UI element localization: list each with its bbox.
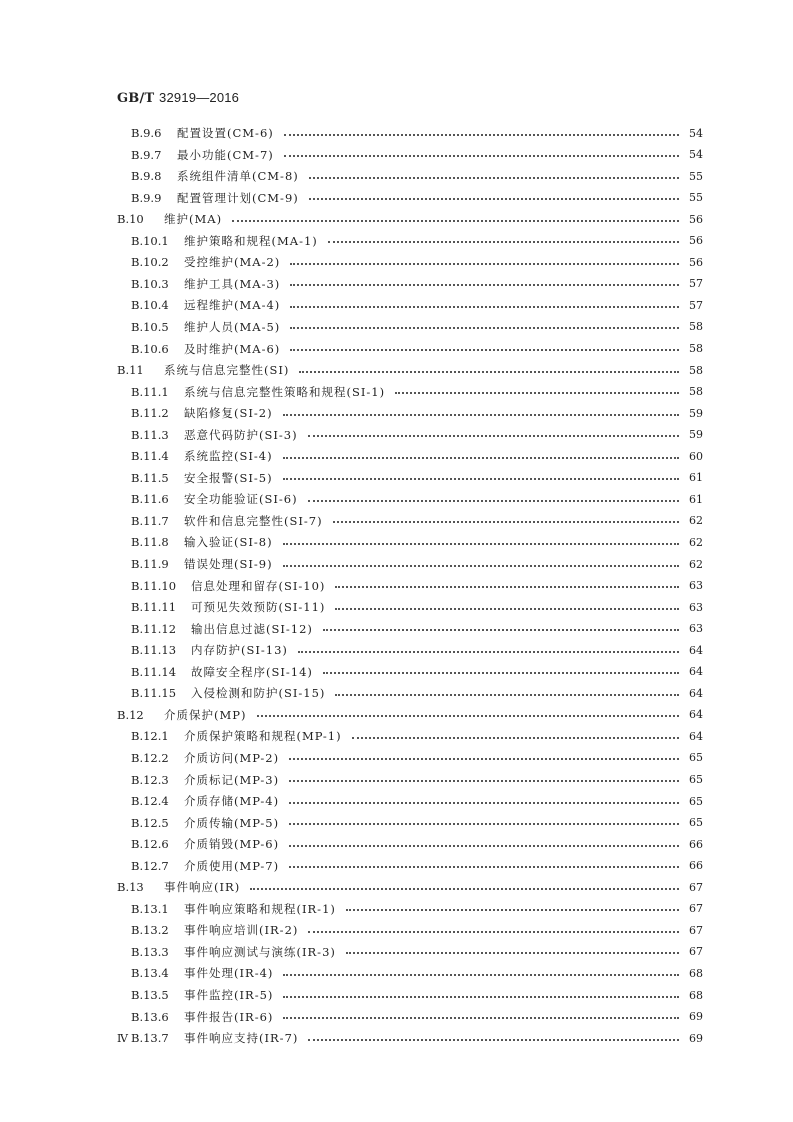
dot-leader: [250, 887, 679, 890]
toc-entry-page: 62: [689, 514, 703, 528]
toc-entry-title: 事件响应支持(IR-7): [184, 1031, 299, 1046]
dot-leader: [290, 283, 679, 286]
toc-entry-page: 65: [689, 816, 703, 830]
page-number: Ⅳ: [117, 1032, 128, 1045]
toc-entry[interactable]: [131, 231, 703, 251]
toc-entry-page: 60: [689, 449, 703, 463]
toc-entry-page: 65: [689, 773, 703, 786]
dot-leader: [308, 1038, 679, 1041]
toc-entry-number: B.12.2: [131, 750, 169, 765]
toc-entry-number: B.12.1: [131, 729, 169, 744]
toc-entry[interactable]: [131, 770, 703, 790]
toc-entry[interactable]: [131, 295, 703, 315]
dot-leader: [289, 779, 679, 782]
dot-leader: [289, 865, 679, 868]
toc-entry-title: 安全报警(SI-5): [184, 470, 273, 485]
toc-entry-title: 事件响应(IR): [164, 880, 241, 895]
toc-entry[interactable]: [131, 532, 703, 552]
toc-entry[interactable]: [131, 382, 703, 402]
toc-entry-page: 68: [689, 988, 703, 1002]
dot-leader: [283, 995, 679, 998]
toc-entry-page: 67: [689, 945, 703, 959]
dot-leader: [284, 133, 679, 136]
toc-entry-page: 61: [689, 492, 703, 506]
toc-entry-page: 67: [689, 880, 703, 894]
toc-entry[interactable]: [131, 554, 703, 574]
toc-entry-title: 事件响应策略和规程(IR-1): [184, 901, 336, 916]
toc-entry-page: 58: [689, 385, 703, 399]
toc-entry[interactable]: [117, 209, 703, 229]
toc-entry-title: 及时维护(MA-6): [184, 341, 281, 356]
toc-entry-page: 54: [689, 148, 703, 162]
toc-entry-page: 57: [689, 277, 703, 291]
toc-entry-number: B.11.11: [131, 600, 177, 615]
dot-leader: [299, 370, 679, 373]
toc-entry-title: 最小功能(CM-7): [177, 147, 274, 162]
toc-entry-number: B.10.6: [131, 341, 169, 356]
dot-leader: [395, 391, 679, 394]
toc-entry-title: 系统与信息完整性(SI): [164, 363, 290, 378]
toc-entry-title: 错误处理(SI-9): [184, 557, 273, 571]
toc-entry-number: B.11.5: [131, 470, 169, 485]
dot-leader: [284, 154, 679, 157]
toc-entry[interactable]: [131, 662, 703, 682]
toc-entry-number: B.9.8: [131, 169, 162, 184]
toc-entry[interactable]: [131, 963, 703, 983]
toc-entry-page: 69: [689, 1010, 703, 1024]
toc-entry-number: B.11.12: [131, 621, 177, 636]
toc-entry[interactable]: [131, 856, 703, 876]
dot-leader: [283, 564, 679, 567]
toc-entry-title: 系统与信息完整性策略和规程(SI-1): [184, 384, 386, 399]
toc-entry[interactable]: [131, 166, 703, 186]
toc-entry-title: 介质保护(MP): [164, 707, 247, 722]
toc-entry-number: B.13.1: [131, 901, 169, 916]
toc-entry-number: B.11.3: [131, 427, 169, 442]
toc-entry-title: 事件响应培训(IR-2): [184, 923, 299, 938]
toc-entry[interactable]: [131, 683, 703, 703]
toc-entry-title: 恶意代码防护(SI-3): [184, 427, 298, 442]
toc-entry-page: 62: [689, 535, 703, 549]
toc-entry-page: 64: [689, 643, 703, 657]
toc-entry[interactable]: [131, 145, 703, 165]
toc-entry[interactable]: [131, 640, 703, 660]
toc-entry-title: 维护(MA): [164, 212, 223, 227]
dot-leader: [346, 908, 679, 911]
toc-entry-title: 事件报告(IR-6): [184, 1009, 274, 1024]
toc-entry-page: 58: [689, 342, 703, 355]
dot-leader: [335, 607, 679, 610]
toc-entry-title: 输出信息过滤(SI-12): [191, 621, 313, 636]
toc-entry-number: B.13.2: [131, 923, 169, 938]
toc-entry-title: 介质访问(MP-2): [184, 750, 280, 765]
dot-leader: [289, 801, 679, 804]
toc-entry-page: 55: [689, 191, 703, 205]
toc-entry-page: 69: [689, 1031, 703, 1045]
toc-entry-page: 64: [689, 729, 703, 743]
toc-entry-number: B.11.13: [131, 643, 177, 658]
toc-entry-page: 66: [689, 837, 703, 851]
toc-entry-page: 58: [689, 363, 703, 377]
toc-entry[interactable]: [131, 942, 703, 962]
toc-entry-title: 受控维护(MA-2): [184, 255, 281, 270]
toc-entry[interactable]: [117, 360, 703, 380]
toc-entry-page: 65: [689, 751, 703, 765]
toc-entry[interactable]: [131, 489, 703, 509]
toc-entry[interactable]: [131, 576, 703, 596]
toc-entry-page: 59: [689, 428, 703, 442]
toc-entry[interactable]: [131, 748, 703, 768]
toc-entry-title: 系统组件清单(CM-8): [177, 169, 299, 184]
toc-entry-title: 维护策略和规程(MA-1): [184, 233, 318, 248]
toc-entry[interactable]: [131, 274, 703, 294]
toc-entry-page: 63: [689, 622, 703, 636]
toc-entry[interactable]: [131, 425, 703, 445]
toc-entry-number: B.11.14: [131, 664, 177, 679]
dot-leader: [290, 305, 679, 308]
toc-entry-number: B.11.8: [131, 535, 169, 550]
dot-leader: [290, 326, 679, 329]
standard-prefix: GB/T: [117, 91, 155, 106]
toc-entry[interactable]: [131, 791, 703, 811]
toc-entry-number: B.12: [117, 707, 144, 722]
toc-entry-page: 54: [689, 126, 703, 140]
dot-leader: [290, 262, 679, 265]
toc-entry[interactable]: [131, 317, 703, 337]
toc-entry-title: 介质保护策略和规程(MP-1): [184, 729, 342, 744]
toc-entry-title: 事件响应测试与演练(IR-3): [184, 944, 336, 959]
toc-entry[interactable]: [131, 339, 703, 359]
toc-entry-number: B.12.7: [131, 858, 169, 873]
document-header: [117, 90, 239, 106]
dot-leader: [309, 197, 679, 200]
toc-entry-number: B.12.3: [131, 772, 169, 787]
toc-entry-page: 56: [689, 212, 703, 226]
dot-leader: [335, 693, 679, 696]
toc-entry-number: B.11: [117, 363, 144, 378]
dot-leader: [308, 434, 679, 437]
toc-entry[interactable]: [131, 123, 703, 143]
toc-entry-title: 介质销毁(MP-6): [184, 837, 280, 852]
toc-entry-title: 介质传输(MP-5): [184, 815, 280, 830]
toc-entry-title: 信息处理和留存(SI-10): [191, 578, 326, 593]
toc-entry[interactable]: [131, 920, 703, 940]
toc-entry-number: B.9.6: [131, 126, 162, 140]
toc-entry-number: B.11.2: [131, 406, 169, 421]
toc-entry-page: 64: [689, 686, 703, 700]
toc-entry-title: 入侵检测和防护(SI-15): [191, 686, 326, 701]
dot-leader: [308, 930, 679, 933]
dot-leader: [323, 628, 679, 631]
toc-entry[interactable]: [131, 1007, 703, 1027]
toc-entry-page: 59: [689, 406, 703, 420]
toc-entry[interactable]: [131, 597, 703, 617]
dot-leader: [289, 822, 679, 825]
toc-entry-page: 58: [689, 320, 703, 334]
toc-entry[interactable]: [131, 985, 703, 1005]
toc-entry-title: 配置管理计划(CM-9): [177, 190, 299, 205]
toc-entry-number: B.12.6: [131, 837, 169, 852]
toc-entry[interactable]: [131, 899, 703, 919]
dot-leader: [289, 844, 679, 847]
toc-entry-page: 62: [689, 557, 703, 571]
toc-entry[interactable]: [117, 877, 703, 897]
toc-entry-title: 可预见失效预防(SI-11): [191, 600, 326, 615]
toc-entry-number: B.13.7: [131, 1031, 169, 1046]
toc-entry-number: B.13.5: [131, 988, 169, 1002]
dot-leader: [283, 1016, 679, 1019]
toc-entry-page: 63: [689, 579, 703, 593]
toc-entry-number: B.11.6: [131, 492, 169, 507]
toc-entry-title: 事件处理(IR-4): [184, 966, 274, 981]
toc-entry-number: B.10.2: [131, 255, 169, 270]
dot-leader: [352, 736, 679, 739]
toc-entry-number: B.11.15: [131, 686, 177, 701]
toc-entry-page: 67: [689, 902, 703, 916]
dot-leader: [283, 477, 679, 480]
toc-entry-page: 57: [689, 298, 703, 312]
toc-entry-number: B.11.10: [131, 578, 177, 593]
toc-entry-number: B.9.7: [131, 147, 162, 162]
toc-entry-title: 系统监控(SI-4): [184, 449, 273, 464]
toc-entry[interactable]: [131, 511, 703, 531]
toc-entry-number: B.12.5: [131, 815, 169, 830]
toc-entry-page: 56: [689, 255, 703, 269]
dot-leader: [283, 413, 679, 416]
toc-entry-number: B.11.7: [131, 513, 169, 528]
toc-entry-page: 55: [689, 169, 703, 183]
toc-entry-title: 安全功能验证(SI-6): [184, 492, 298, 507]
toc-entry-title: 内存防护(SI-13): [191, 643, 288, 658]
dot-leader: [335, 585, 679, 588]
toc-entry[interactable]: [131, 619, 703, 639]
toc-entry-page: 64: [689, 665, 703, 679]
toc-entry-page: 68: [689, 966, 703, 980]
toc-entry[interactable]: [131, 813, 703, 833]
toc-entry-title: 介质存储(MP-4): [184, 794, 280, 809]
standard-number: 32919—2016: [159, 90, 240, 105]
toc-entry[interactable]: [131, 188, 703, 208]
toc-entry-page: 64: [689, 708, 703, 722]
toc-entry-title: 事件监控(IR-5): [184, 988, 274, 1002]
dot-leader: [283, 456, 679, 459]
toc-entry-title: 维护人员(MA-5): [184, 319, 281, 334]
toc-entry-number: B.13.4: [131, 966, 169, 981]
toc-entry-title: 维护工具(MA-3): [184, 276, 281, 291]
toc-entry-number: B.10.4: [131, 298, 169, 313]
dot-leader: [283, 973, 679, 976]
toc-entry-title: 软件和信息完整性(SI-7): [184, 513, 323, 528]
toc-entry-page: 67: [689, 923, 703, 937]
dot-leader: [333, 520, 679, 523]
toc-entry-title: 缺陷修复(SI-2): [184, 406, 273, 421]
toc-entry-title: 介质标记(MP-3): [184, 772, 280, 787]
toc-entry-title: 输入验证(SI-8): [184, 535, 273, 550]
toc-entry-page: 61: [689, 471, 703, 485]
toc-entry[interactable]: [131, 446, 703, 466]
toc-entry-number: B.9.9: [131, 190, 162, 205]
dot-leader: [290, 348, 679, 351]
dot-leader: [309, 176, 679, 179]
toc-entry-number: B.11.9: [131, 557, 169, 571]
toc-entry-number: B.10: [117, 212, 144, 227]
toc-entry-number: B.12.4: [131, 794, 169, 809]
dot-leader: [232, 219, 679, 222]
toc-entry-number: B.10.3: [131, 276, 169, 291]
toc-entry-title: 故障安全程序(SI-14): [191, 664, 313, 679]
toc-entry-page: 56: [689, 234, 703, 248]
dot-leader: [323, 671, 679, 674]
toc-entry-page: 65: [689, 794, 703, 808]
dot-leader: [346, 951, 679, 954]
toc-entry-number: B.10.1: [131, 233, 169, 248]
toc-entry-number: B.13.6: [131, 1009, 169, 1024]
toc-entry-number: B.11.1: [131, 384, 169, 399]
toc-entry-title: 远程维护(MA-4): [184, 298, 281, 313]
dot-leader: [257, 714, 680, 717]
toc-entry-number: B.13.3: [131, 944, 169, 959]
toc-entry[interactable]: [131, 403, 703, 423]
toc-entry-page: 63: [689, 600, 703, 614]
toc-entry-number: B.13: [117, 880, 144, 895]
toc-entry[interactable]: [131, 834, 703, 854]
toc-entry[interactable]: [131, 468, 703, 488]
toc-entry-number: B.10.5: [131, 319, 169, 334]
toc-entry-title: 配置设置(CM-6): [177, 126, 274, 140]
toc-entry[interactable]: [131, 252, 703, 272]
toc-entry[interactable]: [131, 726, 703, 746]
toc-entry-title: 介质使用(MP-7): [184, 858, 280, 873]
dot-leader: [289, 757, 679, 760]
toc-entry[interactable]: [131, 1028, 703, 1048]
toc-entry[interactable]: [117, 705, 703, 725]
dot-leader: [283, 542, 679, 545]
dot-leader: [308, 499, 679, 502]
toc-entry-number: B.11.4: [131, 449, 169, 464]
toc-entry-page: 66: [689, 859, 703, 873]
dot-leader: [298, 650, 679, 653]
dot-leader: [328, 240, 679, 243]
